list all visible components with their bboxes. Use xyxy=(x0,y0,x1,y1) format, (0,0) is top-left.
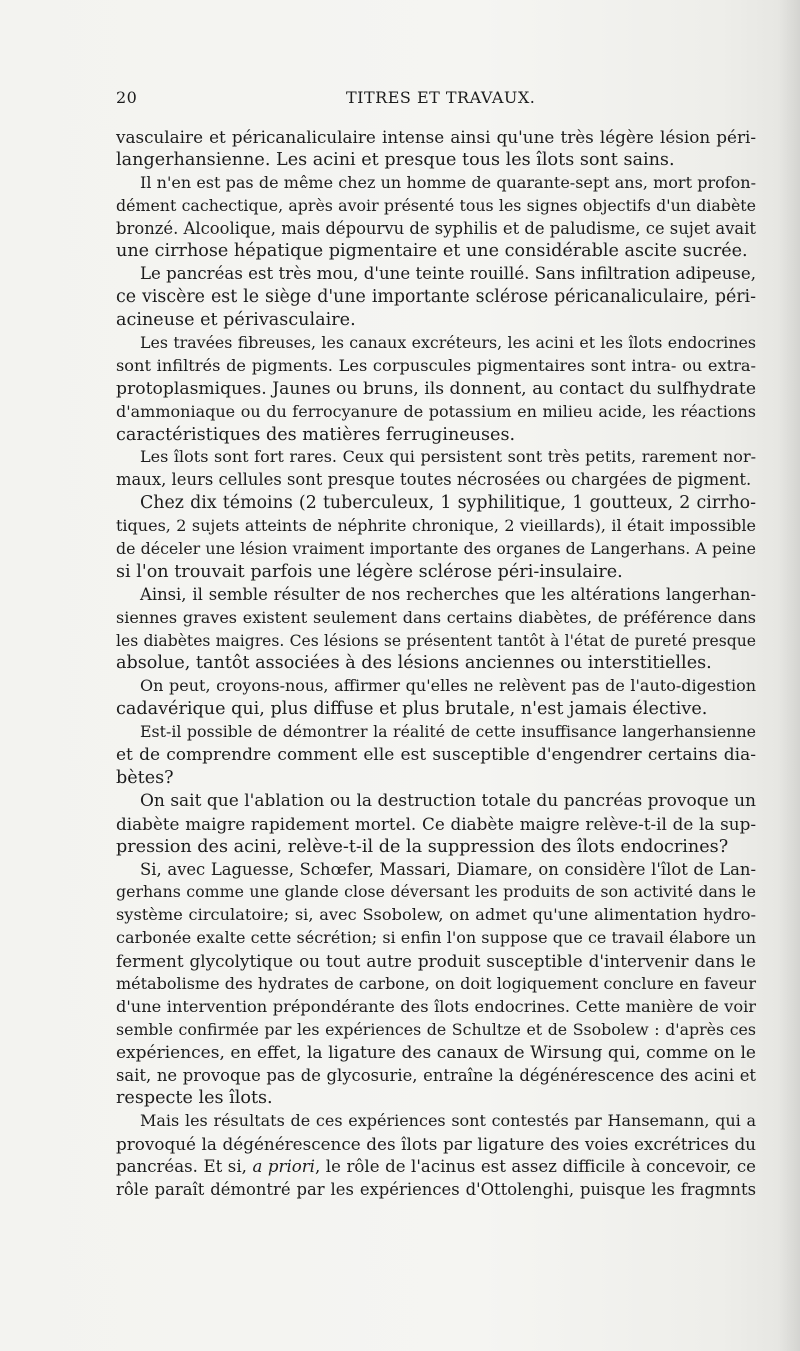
text-line: protoplasmiques. Jaunes ou bruns, ils donnent, au contact du sulfhydrate xyxy=(116,378,756,399)
text-line: et de comprendre comment elle est susceptible d'engendrer certains dia- xyxy=(116,745,756,766)
text-line: ce viscère est le siège d'une importante sclérose péricanaliculaire, péri- xyxy=(116,287,756,308)
text-line: Mais les résultats de ces expériences sont contestés par Hansemann, qui a xyxy=(140,1111,756,1131)
text-line: pancréas. Et si, a priori, le rôle de l'acinus est assez difficile à concevoir, ce xyxy=(116,1157,756,1177)
text-line: Ainsi, il semble résulter de nos recherches que les altérations langerhan- xyxy=(140,584,756,604)
text-line: provoqué la dégénérescence des îlots par ligature des voies excrétrices du xyxy=(116,1134,756,1155)
text-line: ferment glycolytique ou tout autre produit susceptible d'intervenir dans le xyxy=(116,951,756,972)
text-line: maux, leurs cellules sont presque toutes nécrosées ou chargées de pigment. xyxy=(116,470,752,490)
text-line: Est-il possible de démontrer la réalité de cette insuffisance langerhansienne xyxy=(140,722,756,742)
page-edge-shadow xyxy=(778,0,800,1351)
page-number: 20 xyxy=(116,88,138,107)
text-line: bètes? xyxy=(116,767,174,788)
text-line: dément cachectique, après avoir présenté tous les signes objectifs d'un diabète xyxy=(116,195,756,215)
text-line: vasculaire et péricanaliculaire intense ainsi qu'une très légère lésion péri- xyxy=(116,127,756,147)
text-line: bronzé. Alcoolique, mais dépourvu de syphilis et de paludisme, ce sujet avait xyxy=(116,218,756,238)
text-line: Chez dix témoins (2 tuberculeux, 1 syphilitique, 1 goutteux, 2 cirrho- xyxy=(140,493,756,514)
body-text xyxy=(116,126,756,1202)
text-line: Il n'en est pas de même chez un homme de quarante-sept ans, mort profon- xyxy=(140,172,756,192)
text-line: Les îlots sont fort rares. Ceux qui persistent sont très petits, rarement nor- xyxy=(140,447,756,467)
text-line: diabète maigre rapidement mortel. Ce diabète maigre relève-t-il de la sup- xyxy=(116,813,756,834)
text-line: pression des acini, relève-t-il de la suppression des îlots endocrines? xyxy=(116,836,729,857)
text-line: d'ammoniaque ou du ferrocyanure de potassium en milieu acide, les réactions xyxy=(116,401,756,421)
page-header xyxy=(116,88,756,114)
text-line: Si, avec Laguesse, Schœfer, Massari, Diamare, on considère l'îlot de Lan- xyxy=(140,859,756,879)
text-line: Le pancréas est très mou, d'une teinte rouillé. Sans infiltration adipeuse, xyxy=(140,264,756,284)
text-line: gerhans comme une glande close déversant les produits de son activité dans le xyxy=(116,882,756,902)
italic-phrase: a priori xyxy=(252,1157,315,1177)
text-line: sait, ne provoque pas de glycosurie, entraîne la dégénérescence des acini et xyxy=(116,1065,756,1085)
text-line: cadavérique qui, plus diffuse et plus brutale, n'est jamais élective. xyxy=(116,699,708,720)
text-line: tiques, 2 sujets atteints de néphrite chronique, 2 vieillards), il était impossible xyxy=(116,516,756,536)
text-line: On peut, croyons-nous, affirmer qu'elles ne relèvent pas de l'auto-digestion xyxy=(140,676,756,696)
text-line: caractéristiques des matières ferrugineuses. xyxy=(116,424,516,445)
text-line: de déceler une lésion vraiment importante des organes de Langerhans. A peine xyxy=(116,539,756,559)
text-line: respecte les îlots. xyxy=(116,1088,273,1109)
text-line: Les travées fibreuses, les canaux excréteurs, les acini et les îlots endocrines xyxy=(140,333,756,353)
text-line: d'une intervention prépondérante des îlots endocrines. Cette manière de voir xyxy=(116,996,756,1016)
running-title: TITRES ET TRAVAUX. xyxy=(346,88,536,107)
text-line: absolue, tantôt associées à des lésions anciennes ou interstitielles. xyxy=(116,653,712,674)
text-line: acineuse et périvasculaire. xyxy=(116,310,356,331)
text-line: expériences, en effet, la ligature des canaux de Wirsung qui, comme on le xyxy=(116,1042,756,1063)
text-line: une cirrhose hépatique pigmentaire et une considérable ascite sucrée. xyxy=(116,241,748,262)
text-line: rôle paraît démontré par les expériences d'Ottolenghi, puisque les fragmnts xyxy=(116,1179,756,1199)
text-line: On sait que l'ablation ou la destruction totale du pancréas provoque un xyxy=(140,790,756,811)
text-line: siennes graves existent seulement dans certains diabètes, de préférence dans xyxy=(116,607,756,627)
text-line: système circulatoire; si, avec Ssobolew, on admet qu'une alimentation hydro- xyxy=(116,905,756,925)
text-line: métabolisme des hydrates de carbone, on doit logiquement conclure en faveur xyxy=(116,973,756,993)
text-line: semble confirmée par les expériences de Schultze et de Ssobolew : d'après ces xyxy=(116,1019,756,1039)
text-line: si l'on trouvait parfois une légère sclérose péri-insulaire. xyxy=(116,561,623,582)
text-line: langerhansienne. Les acini et presque tous les îlots sont sains. xyxy=(116,149,675,170)
text-line: sont infiltrés de pigments. Les corpuscules pigmentaires sont intra- ou extra- xyxy=(116,355,756,375)
text-line: carbonée exalte cette sécrétion; si enfin l'on suppose que ce travail élabore un xyxy=(116,928,756,948)
text-line: les diabètes maigres. Ces lésions se présentent tantôt à l'état de pureté presque xyxy=(116,631,756,650)
